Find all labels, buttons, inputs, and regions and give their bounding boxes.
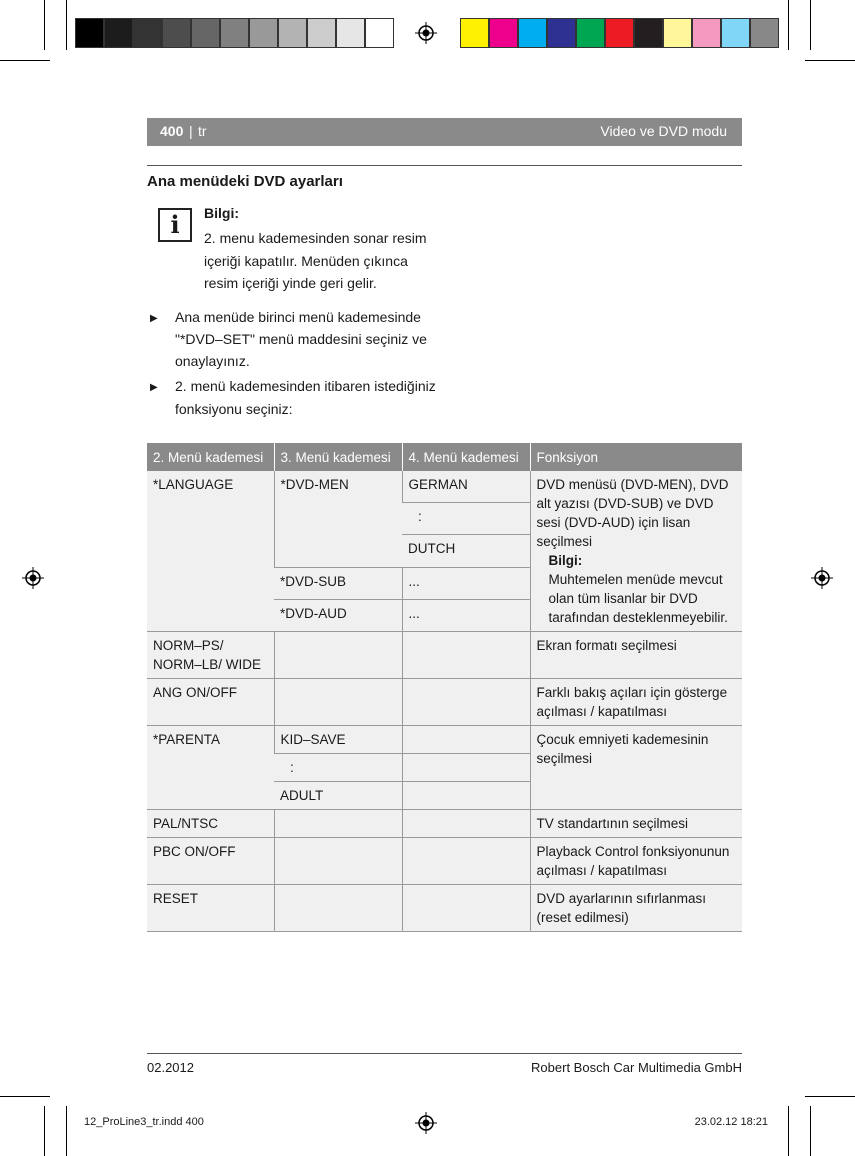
table-cell xyxy=(274,885,402,932)
table-cell: ... xyxy=(402,567,530,599)
gray-swatch xyxy=(220,18,249,48)
registration-mark-icon xyxy=(811,567,833,589)
crop-mark xyxy=(810,1106,811,1156)
crop-mark xyxy=(44,0,45,50)
function-text: DVD menüsü (DVD-MEN), DVD alt yazısı (DVD-SUB) ve DVD sesi (DVD-AUD) için lisan seçilmesi xyxy=(536,477,729,549)
instruction-line: Ana menüde birinci menü kademesinde xyxy=(175,309,421,325)
table-cell xyxy=(274,679,402,726)
table-cell xyxy=(274,810,402,838)
menu-settings-table xyxy=(147,443,742,932)
table-cell: KID–SAVE xyxy=(274,726,402,754)
instruction-line: fonksiyonu seçiniz: xyxy=(175,401,293,417)
header-rule xyxy=(147,165,742,166)
column-header: Fonksiyon xyxy=(530,443,742,471)
color-swatch xyxy=(634,18,663,48)
table-cell xyxy=(402,838,530,885)
color-swatch xyxy=(518,18,547,48)
section-name: Video ve DVD modu xyxy=(600,123,727,139)
gray-swatch xyxy=(75,18,104,48)
table-cell: PAL/NTSC xyxy=(147,810,274,838)
instruction-line: "*DVD–SET" menü maddesini seçiniz ve xyxy=(175,331,427,347)
crop-mark xyxy=(44,1106,45,1156)
table-cell xyxy=(530,471,742,632)
crop-mark xyxy=(66,0,67,50)
table-cell: RESET xyxy=(147,885,274,932)
table-cell xyxy=(147,632,274,679)
table-cell xyxy=(402,726,530,754)
table-cell xyxy=(402,632,530,679)
table-row xyxy=(147,726,742,754)
table-cell: ... xyxy=(402,599,530,631)
table-cell: DUTCH xyxy=(402,535,530,567)
footer-company: Robert Bosch Car Multimedia GmbH xyxy=(531,1060,742,1075)
table-cell xyxy=(402,679,530,726)
table-cell: *PARENTA xyxy=(147,726,274,810)
crop-mark xyxy=(66,1106,67,1156)
crop-mark xyxy=(0,1096,50,1097)
language-code: tr xyxy=(198,123,207,139)
gray-swatch xyxy=(365,18,394,48)
table-cell xyxy=(402,810,530,838)
crop-mark xyxy=(788,1106,789,1156)
instruction-line: 2. menü kademesinden itibaren istediğiniz xyxy=(175,378,436,394)
table-cell: TV standartının seçilmesi xyxy=(530,810,742,838)
info-line: içeriği kapatılır. Menüden çıkınca xyxy=(204,253,408,269)
table-cell: ADULT xyxy=(274,782,402,810)
gray-swatch xyxy=(278,18,307,48)
color-swatch xyxy=(605,18,634,48)
color-swatch xyxy=(460,18,489,48)
column-header: 3. Menü kademesi xyxy=(274,443,402,471)
column-header: 4. Menü kademesi xyxy=(402,443,530,471)
registration-mark-icon xyxy=(415,22,437,44)
page-number: 400 xyxy=(160,123,184,139)
crop-mark xyxy=(788,0,789,50)
registration-mark-icon xyxy=(415,1112,437,1134)
info-icon: i xyxy=(158,208,192,242)
table-row xyxy=(147,471,742,503)
table-cell xyxy=(402,754,530,782)
column-header: 2. Menü kademesi xyxy=(147,443,274,471)
table-cell: *DVD-MEN xyxy=(274,471,402,567)
gray-swatch xyxy=(336,18,365,48)
gray-swatch xyxy=(104,18,133,48)
bullet-arrow-icon: ▶ xyxy=(150,313,158,324)
color-swatch xyxy=(547,18,576,48)
gray-swatch xyxy=(191,18,220,48)
info-line: 2. menu kademesinden sonar resim xyxy=(204,230,427,246)
registration-mark-icon xyxy=(22,567,44,589)
footer-rule xyxy=(147,1053,742,1054)
gray-swatch xyxy=(133,18,162,48)
table-row xyxy=(147,632,742,679)
table-cell xyxy=(274,632,402,679)
table-cell: ANG ON/OFF xyxy=(147,679,274,726)
cell-line: NORM–PS/ xyxy=(153,638,224,653)
color-swatch xyxy=(721,18,750,48)
table-cell: *LANGUAGE xyxy=(147,471,274,632)
gray-swatch xyxy=(249,18,278,48)
table-cell: *DVD-AUD xyxy=(274,599,402,631)
table-row xyxy=(147,810,742,838)
table-row xyxy=(147,885,742,932)
color-swatch xyxy=(750,18,779,48)
table-cell: *DVD-SUB xyxy=(274,567,402,599)
gray-swatch xyxy=(162,18,191,48)
header-separator: | xyxy=(189,123,193,139)
table-cell: PBC ON/OFF xyxy=(147,838,274,885)
table-cell xyxy=(402,885,530,932)
section-title: Ana menüdeki DVD ayarları xyxy=(147,173,343,190)
color-swatch xyxy=(663,18,692,48)
color-swatch xyxy=(576,18,605,48)
table-cell: GERMAN xyxy=(402,471,530,503)
crop-mark xyxy=(805,1096,855,1097)
footer-date: 02.2012 xyxy=(147,1060,194,1075)
slug-filename: 12_ProLine3_tr.indd 400 xyxy=(84,1116,204,1128)
table-row xyxy=(147,679,742,726)
table-cell: DVD ayarlarının sıfırlanması (reset edilmesi) xyxy=(530,885,742,932)
crop-mark xyxy=(805,60,855,61)
bullet-arrow-icon: ▶ xyxy=(150,382,158,393)
gray-swatch xyxy=(307,18,336,48)
crop-mark xyxy=(810,0,811,50)
color-swatch xyxy=(692,18,721,48)
table-cell: : xyxy=(274,754,402,782)
note-title: Bilgi: xyxy=(548,553,583,568)
crop-mark xyxy=(0,60,50,61)
table-header-row xyxy=(147,443,742,471)
table-cell: Farklı bakış açıları için gösterge açılması / kapatılması xyxy=(530,679,742,726)
note-text: Muhtemelen menüde mevcut olan tüm lisanlar bir DVD tarafından desteklenmeyebilir. xyxy=(548,572,728,625)
table-cell: Playback Control fonksiyonunun açılması / kapatılması xyxy=(530,838,742,885)
info-title: Bilgi: xyxy=(204,205,239,221)
table-cell: Ekran formatı seçilmesi xyxy=(530,632,742,679)
table-cell: : xyxy=(402,503,530,535)
color-swatch xyxy=(489,18,518,48)
info-line: resim içeriği yinde geri gelir. xyxy=(204,275,377,291)
cell-line: NORM–LB/ WIDE xyxy=(153,657,262,672)
table-row xyxy=(147,838,742,885)
table-cell: Çocuk emniyeti kademesinin seçilmesi xyxy=(530,726,742,810)
table-cell xyxy=(402,782,530,810)
slug-timestamp: 23.02.12 18:21 xyxy=(694,1116,768,1128)
instruction-line: onaylayınız. xyxy=(175,353,250,369)
table-cell xyxy=(274,838,402,885)
